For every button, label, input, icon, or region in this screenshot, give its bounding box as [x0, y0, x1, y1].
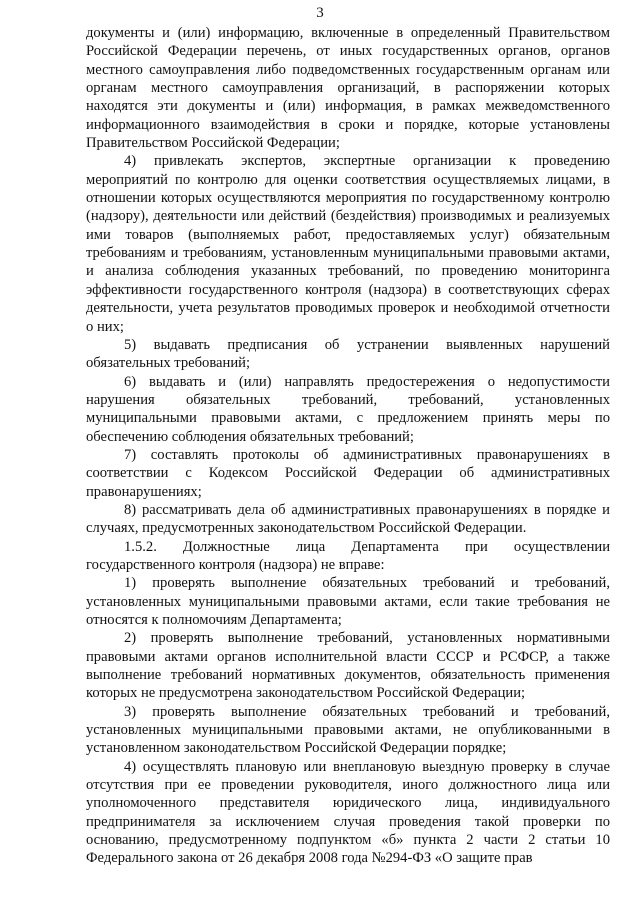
paragraph: 7) составлять протоколы об административных правонарушениях в соответствии с Кодексом Российской Федерации об административных правонарушениях; — [86, 446, 610, 500]
paragraph: 4) осуществлять плановую или внеплановую выездную проверку в случае отсутствия при ее проведении руководителя, иного должностного лица или уполномоченного представителя юридического лица, индивидуального предпринимателя за исключением случая проведения такой проверки по основанию, предусмотренному подпунктом «б» пункта 2 части 2 статьи 10 Федерального закона от 26 декабря 2008 года №294-ФЗ «О защите прав — [86, 758, 610, 867]
paragraph: 5) выдавать предписания об устранении выявленных нарушений обязательных требований; — [86, 336, 610, 372]
paragraph: 8) рассматривать дела об административных правонарушениях в порядке и случаях, предусмотренных законодательством Российской Федерации. — [86, 501, 610, 537]
paragraph: документы и (или) информацию, включенные в определенный Правительством Российской Федерации перечень, от иных государственных органов, органов местного самоуправления либо подведомственных государственным органам или органам местного самоуправления организаций, в распоряжении которых находятся эти документы и (или) информация, в рамках межведомственного информационного взаимодействия в сроки и порядке, которые установлены Правительством Российской Федерации; — [86, 25, 610, 152]
paragraph: 4) привлекать экспертов, экспертные организации к проведению мероприятий по контролю для оценки соответствия осуществляемых лицами, в отношении которых осуществляются мероприятия по государственному контролю (надзору), деятельности или действий (бездействия) производимых и реализуемых ими товаров (выполняемых работ, предоставляемых услуг) обязательным требованиям и требованиям, установленным муниципальными правовыми актами, и анализа соблюдения указанных требований, по проведению мониторинга эффективности государственного контроля (надзора) в соответствующих сферах деятельности, учета результатов проводимых проверок и необходимой отчетности о них; — [86, 153, 610, 335]
paragraph: 1.5.2. Должностные лица Департамента при осуществлении государственного контроля (надзора) не вправе: — [86, 538, 610, 573]
paragraph: 1) проверять выполнение обязательных требований и требований, установленных муниципальными правовыми актами, если такие требования не относятся к полномочиям Департамента; — [86, 575, 610, 628]
paragraph: 3) проверять выполнение обязательных требований и требований, установленных муниципальными правовыми актами, не опубликованными в установленном законодательством Российской Федерации порядке; — [86, 703, 610, 757]
paragraph: 2) проверять выполнение требований, установленных нормативными правовыми актами органов исполнительной власти СССР и РСФСР, а также выполнение требований нормативных документов, обязательность применения которых не предусмотрена законодательством Российской Федерации; — [86, 630, 610, 702]
page-number: 3 — [316, 5, 324, 21]
paragraph: 6) выдавать и (или) направлять предостережения о недопустимости нарушения обязательных требований, требований, установленных муниципальными правовыми актами, с предложением принять меры по обеспечению соблюдения обязательных требований; — [86, 373, 610, 445]
document-body — [86, 24, 610, 868]
